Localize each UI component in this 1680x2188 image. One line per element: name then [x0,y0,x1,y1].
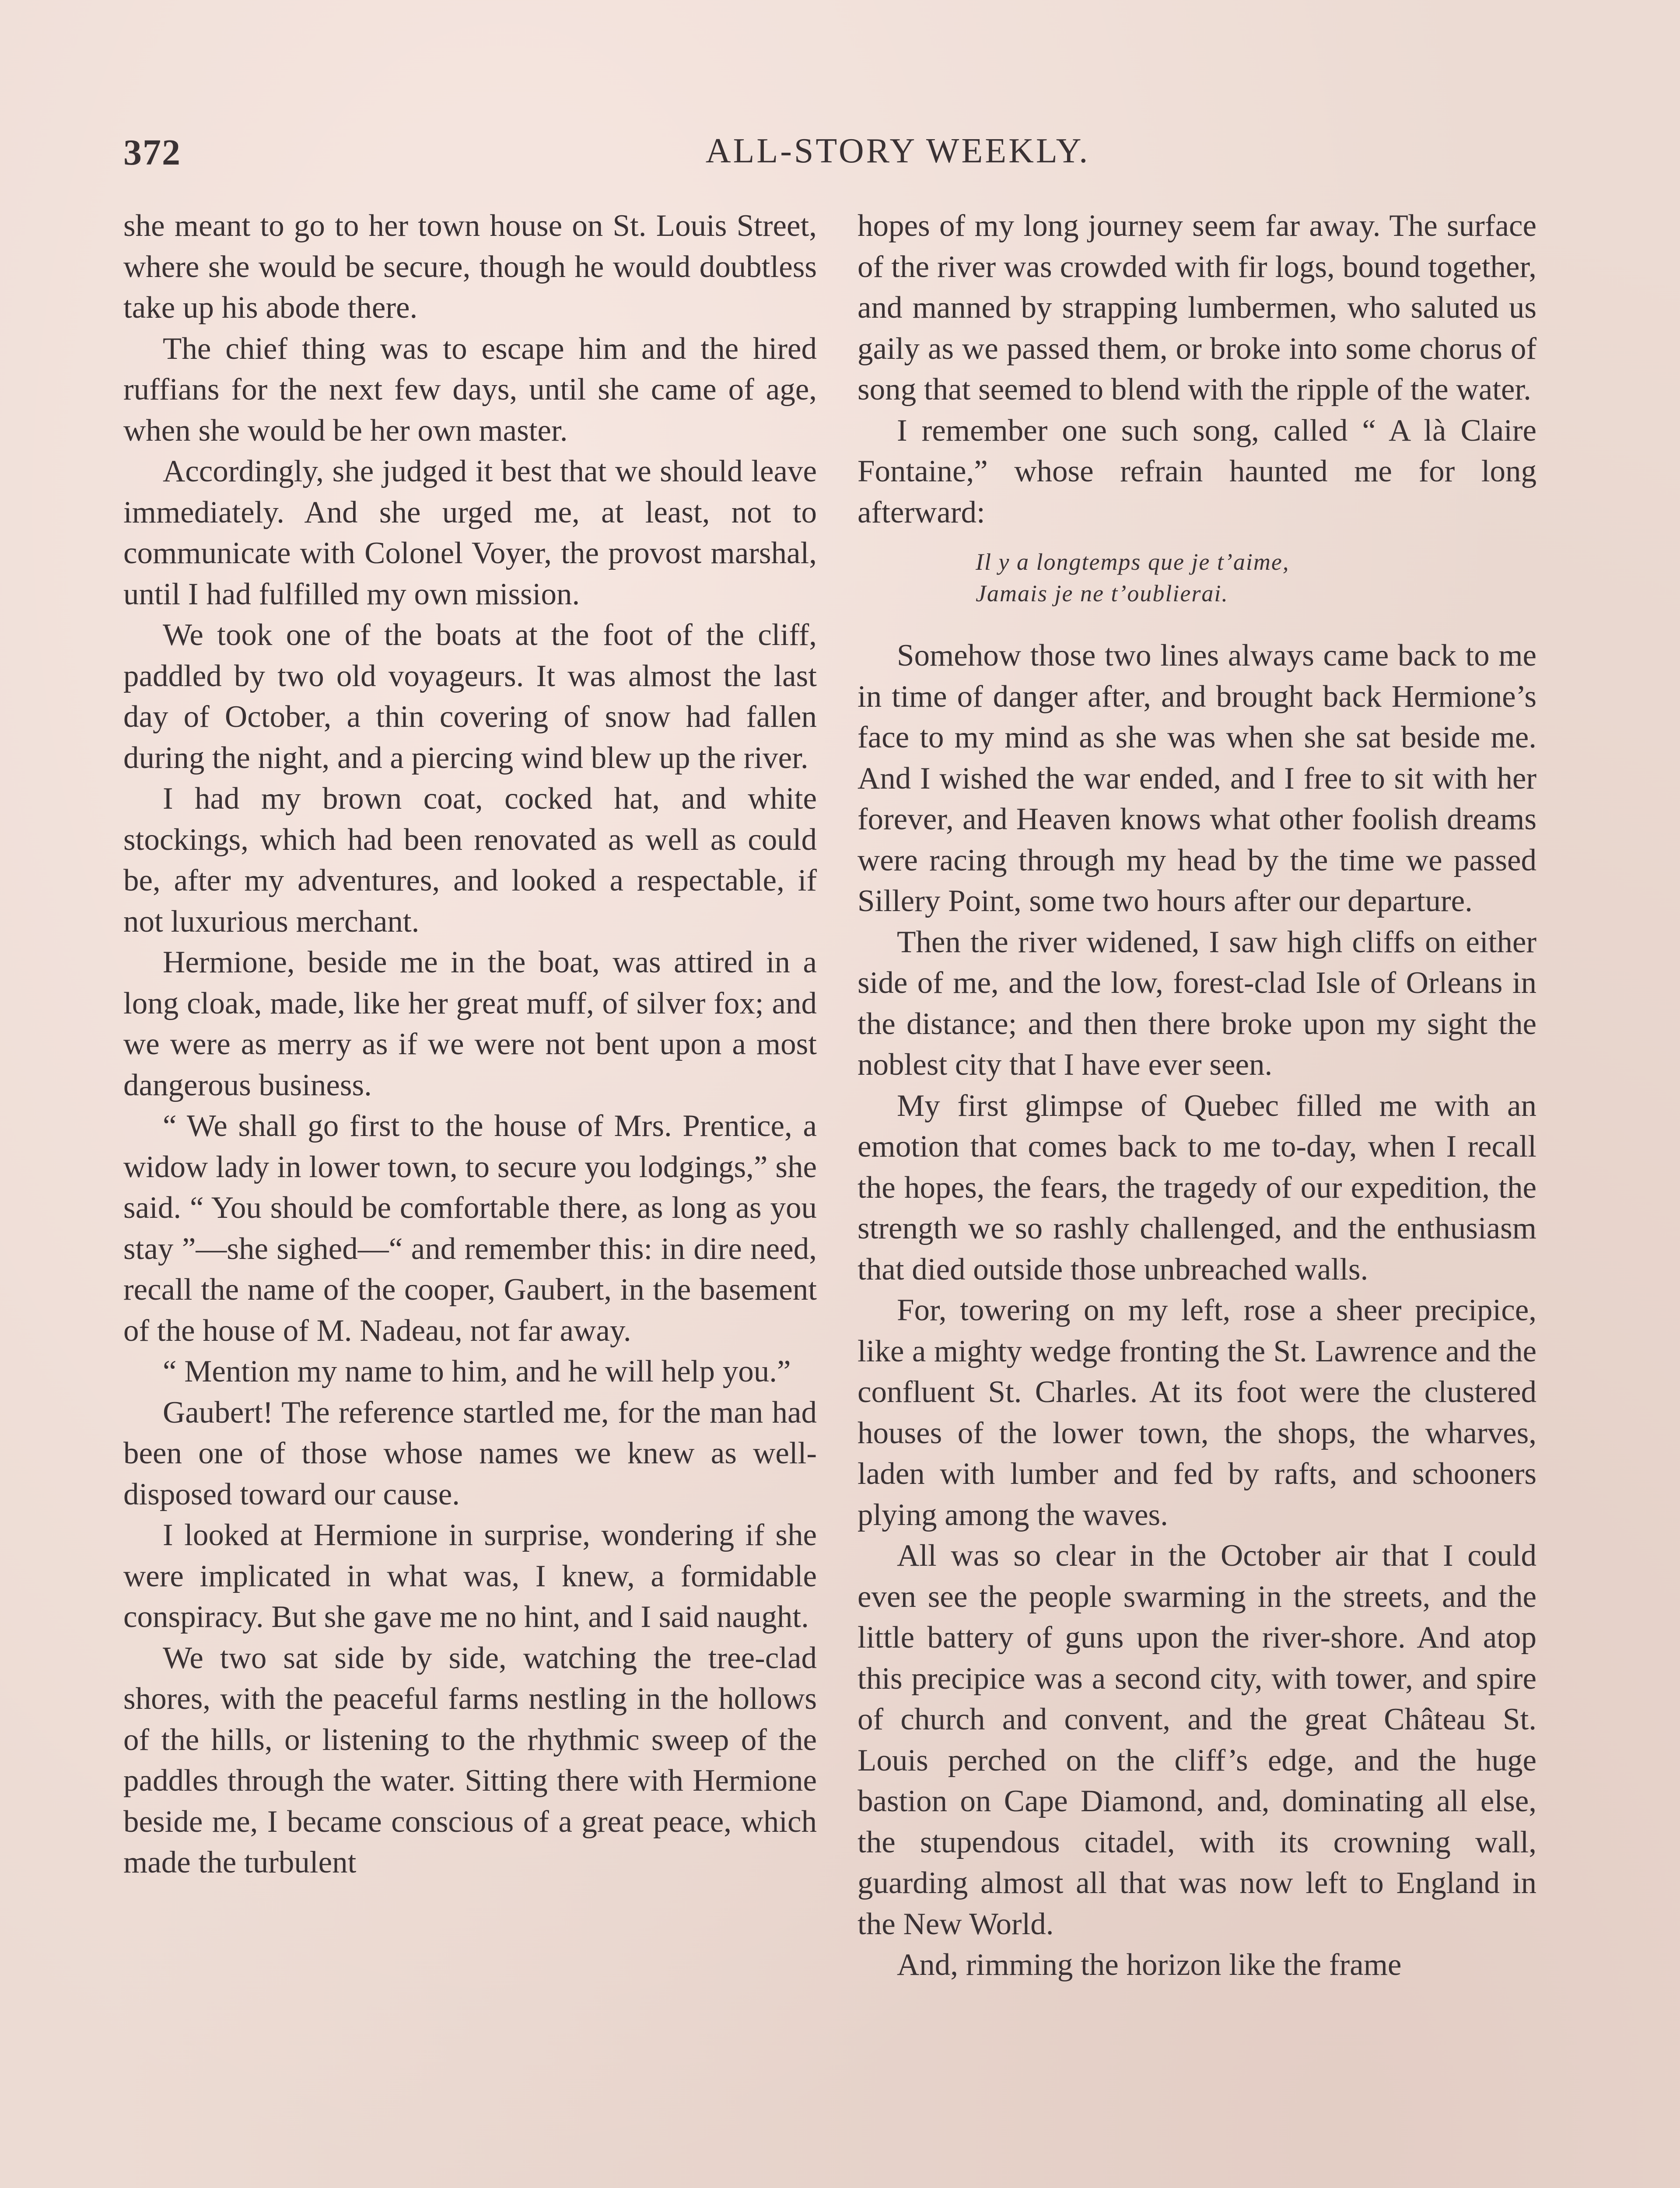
paragraph: Gaubert! The reference startled me, for the man had been one of those whose names we knew as well-disposed toward our cause. [123,1395,817,1511]
verse-line: Jamais je ne t’oublierai. [976,580,1228,607]
paragraph: My first glimpse of Quebec filled me with an emotion that comes back to me to-day, when I recall the hopes, the fears, the tragedy of our expedition, the strength we so rashly challenged, and the enthusiasm that died outside those unbreached walls. [858,1088,1536,1287]
song-verse [858,546,1536,609]
paragraph: Then the river widened, I saw high cliffs on either side of me, and the low, forest-clad Isle of Orleans in the distance; and then there broke upon my sight the noblest city that I have ever seen. [858,925,1536,1082]
paragraph: “ Mention my name to him, and he will help you.” [163,1354,791,1389]
left-column [123,206,817,1883]
paragraph: I had my brown coat, cocked hat, and white stockings, which had been renovated as well as could be, after my adventures, and looked a respectable, if not luxurious merchant. [123,782,817,939]
page-header [123,131,1539,179]
paragraph: Hermione, beside me in the boat, was attired in a long cloak, made, like her great muff, of silver fox; and we were as merry as if we were not bent upon a most dangerous business. [123,945,817,1102]
paragraph: she meant to go to her town house on St. Louis Street, where she would be secure, though he would doubtless take up his abode there. [123,209,817,325]
paragraph: The chief thing was to escape him and the hired ruffians for the next few days, until she came of age, when she would be her own master. [123,331,817,448]
paragraph: We took one of the boats at the foot of the cliff, paddled by two old voyageurs. It was almost the last day of October, a thin covering of snow had fallen during the night, and a piercing wind blew up the river. [123,618,817,775]
verse-line: Il y a longtemps que je t’aime, [976,549,1290,575]
page-number: 372 [123,132,181,173]
paragraph: I remember one such song, called “ A là Claire Fontaine,” whose refrain haunted me for long afterward: [858,413,1536,529]
right-column [858,206,1536,1986]
paragraph: And, rimming the horizon like the frame [897,1948,1402,1982]
paragraph: “ We shall go first to the house of Mrs. Prentice, a widow lady in lower town, to secure you lodgings,” she said. “ You should be comfortable there, as long as you stay ”—she sighed—“ and remember this: in dire need, recall the name of the cooper, Gaubert, in the basement of the house of M. Nadeau, not far away. [123,1109,817,1348]
paragraph: I looked at Hermione in surprise, wondering if she were implicated in what was, I knew, a formidable conspiracy. But she gave me no hint, and I said naught. [123,1518,817,1634]
paragraph: We two sat side by side, watching the tree-clad shores, with the peaceful farms nestling in the hollows of the hills, or listening to the rhythmic sweep of the paddles through the water. Sitting there with Hermione beside me, I became conscious of a great peace, which made the turbulent [123,1641,817,1879]
paragraph: For, towering on my left, rose a sheer precipice, like a mighty wedge fronting the St. Lawrence and the confluent St. Charles. At its foot were the clustered houses of the lower town, the shops, the wharves, laden with lumber and fed by rafts, and schooners plying among the waves. [858,1293,1536,1532]
paragraph: Somehow those two lines always came back to me in time of danger after, and brought back Hermione’s face to my mind as she was when she sat beside me. And I wished the war ended, and I free to sit with her forever, and Heaven knows what other foolish dreams were racing through my head by the time we passed Sillery Point, some two hours after our departure. [858,638,1536,918]
running-title: ALL-STORY WEEKLY. [705,132,1090,170]
paragraph: All was so clear in the October air that I could even see the people swarming in the streets, and the little battery of guns upon the river-shore. And atop this precipice was a second city, with tower, and spire of church and convent, and the great Château St. Louis perched on the cliff’s edge, and the huge bastion on Cape Diamond, and, dominating all else, the stupendous citadel, with its crowning wall, guarding almost all that was now left to England in the New World. [858,1539,1536,1941]
paragraph: hopes of my long journey seem far away. The surface of the river was crowded with fir logs, bound together, and manned by strapping lumbermen, who saluted us gaily as we passed them, or broke into some chorus of song that seemed to blend with the ripple of the water. [858,209,1536,407]
paragraph: Accordingly, she judged it best that we should leave immediately. And she urged me, at least, not to communicate with Colonel Voyer, the provost marshal, until I had fulfilled my own mission. [123,454,817,611]
